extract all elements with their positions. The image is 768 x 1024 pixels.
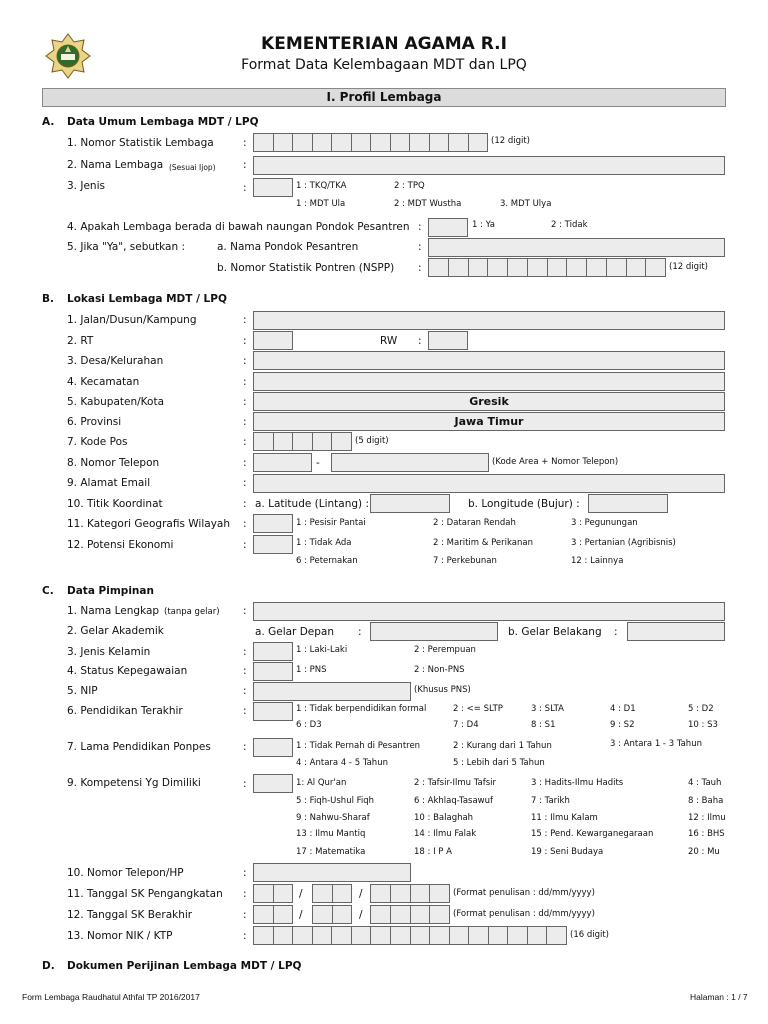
komp-option: 6 : Akhlaq-Tasawuf	[414, 796, 494, 806]
rt-input[interactable]	[253, 331, 293, 350]
pend-option: 5 : D2	[688, 704, 714, 714]
label-kompetensi: 9. Kompetensi Yg Dimiliki	[67, 777, 201, 789]
komp-option: 15 : Pend. Kewarganegaraan	[531, 829, 654, 839]
pend-option: 6 : D3	[296, 720, 322, 730]
colon: :	[243, 778, 247, 790]
label-desa: 3. Desa/Kelurahan	[67, 355, 164, 367]
kecamatan-input[interactable]	[253, 372, 725, 391]
nama-pondok-input[interactable]	[428, 238, 725, 257]
potensi-ekonomi-input[interactable]	[253, 535, 293, 554]
sk-pengangkatan-month[interactable]	[312, 884, 352, 903]
geo-option: 1 : Pesisir Pantai	[296, 518, 366, 528]
label-kode-pos: 7. Kode Pos	[67, 436, 128, 448]
desa-input[interactable]	[253, 351, 725, 370]
nip-input[interactable]	[253, 682, 411, 701]
date-slash: /	[359, 909, 363, 921]
kode-area-input[interactable]	[253, 453, 312, 472]
nspp-input[interactable]	[428, 258, 666, 277]
colon: :	[614, 626, 618, 638]
colon: :	[243, 930, 247, 942]
eco-option: 7 : Perkebunan	[433, 556, 497, 566]
date-slash: /	[299, 888, 303, 900]
section-c-title: Data Pimpinan	[67, 585, 154, 597]
pend-option: 2 : <= SLTP	[453, 704, 503, 714]
page-title: KEMENTERIAN AGAMA R.I	[261, 34, 507, 54]
colon: :	[418, 335, 422, 347]
label-jika-ya: 5. Jika "Ya", sebutkan :	[67, 241, 186, 253]
label-jenis: 3. Jenis	[67, 180, 105, 192]
label-sk-berakhir: 12. Tanggal SK Berakhir	[67, 909, 193, 921]
colon: :	[243, 137, 247, 149]
jk-option: 2 : Perempuan	[414, 645, 476, 655]
digit-note: (12 digit)	[669, 262, 708, 272]
status-option: 2 : Non-PNS	[414, 665, 465, 675]
date-note: (Format penulisan : dd/mm/yyyy)	[453, 909, 595, 919]
naungan-option: 1 : Ya	[472, 220, 495, 230]
status-option: 1 : PNS	[296, 665, 327, 675]
digit-note: (5 digit)	[355, 436, 389, 446]
colon: :	[243, 518, 247, 530]
eco-option: 6 : Peternakan	[296, 556, 358, 566]
naungan-input[interactable]	[428, 218, 468, 237]
label-telepon-hp: 10. Nomor Telepon/HP	[67, 867, 184, 879]
label-latitude: a. Latitude (Lintang) :	[255, 498, 370, 510]
komp-option: 20 : Mu	[688, 847, 720, 857]
komp-option: 18 : I P A	[414, 847, 452, 857]
gelar-depan-input[interactable]	[370, 622, 498, 641]
jenis-option: 3. MDT Ulya	[500, 199, 552, 209]
komp-option: 4 : Tauh	[688, 778, 722, 788]
komp-option: 3 : Hadits-Ilmu Hadits	[531, 778, 624, 788]
eco-option: 3 : Pertanian (Agribisnis)	[571, 538, 676, 548]
pendidikan-input[interactable]	[253, 702, 293, 721]
section-c-letter: C.	[42, 585, 54, 597]
label-email: 9. Alamat Email	[67, 477, 151, 489]
eco-option: 1 : Tidak Ada	[296, 538, 352, 548]
komp-option: 14 : Ilmu Falak	[414, 829, 477, 839]
pend-option: 1 : Tidak berpendidikan formal	[296, 704, 427, 714]
kompetensi-input[interactable]	[253, 774, 293, 793]
sk-berakhir-month[interactable]	[312, 905, 352, 924]
colon: :	[243, 416, 247, 428]
lama-option: 1 : Tidak Pernah di Pesantren	[296, 741, 421, 751]
page-subtitle: Format Data Kelembagaan MDT dan LPQ	[241, 57, 527, 73]
label-potensi-ekonomi: 12. Potensi Ekonomi	[67, 539, 174, 551]
colon: :	[243, 457, 247, 469]
colon: :	[243, 396, 247, 408]
label-naungan-pesantren: 4. Apakah Lembaga berada di bawah naungan Pondok Pesantren	[67, 221, 410, 233]
label-telepon: 8. Nomor Telepon	[67, 457, 160, 469]
label-jalan: 1. Jalan/Dusun/Kampung	[67, 314, 197, 326]
colon: :	[418, 241, 422, 253]
gelar-belakang-input[interactable]	[627, 622, 725, 641]
lama-ponpes-input[interactable]	[253, 738, 293, 757]
label-jenis-kelamin: 3. Jenis Kelamin	[67, 646, 151, 658]
longitude-input[interactable]	[588, 494, 668, 513]
footer-form-name: Form Lembaga Raudhatul Athfal TP 2016/2017	[22, 992, 200, 1002]
colon: :	[243, 909, 247, 921]
colon: :	[243, 182, 247, 194]
label-longitude: b. Longitude (Bujur) :	[468, 498, 580, 510]
footer-page-number: Halaman : 1 / 7	[690, 992, 748, 1002]
eco-option: 2 : Maritim & Perikanan	[433, 538, 533, 548]
nama-lengkap-input[interactable]	[253, 602, 725, 621]
kabupaten-input[interactable]: Gresik	[253, 392, 725, 411]
nama-lembaga-input[interactable]	[253, 156, 725, 175]
nik-input[interactable]	[253, 926, 567, 945]
colon: :	[243, 741, 247, 753]
sk-berakhir-year[interactable]	[370, 905, 450, 924]
jenis-input[interactable]	[253, 178, 293, 197]
section-header: I. Profil Lembaga	[42, 88, 726, 107]
section-d-title: Dokumen Perijinan Lembaga MDT / LPQ	[67, 960, 302, 972]
label-lama-ponpes: 7. Lama Pendidikan Ponpes	[67, 741, 211, 753]
date-slash: /	[359, 888, 363, 900]
colon: :	[243, 436, 247, 448]
label-rw: RW	[380, 335, 398, 347]
rw-input[interactable]	[428, 331, 468, 350]
colon: :	[243, 355, 247, 367]
colon: :	[243, 705, 247, 717]
colon: :	[243, 605, 247, 617]
colon: :	[243, 335, 247, 347]
label-rt: 2. RT	[67, 335, 94, 347]
label-nama-pondok: a. Nama Pondok Pesantren	[217, 241, 359, 253]
colon: :	[243, 539, 247, 551]
digit-note: (12 digit)	[491, 136, 530, 146]
pend-option: 4 : D1	[610, 704, 636, 714]
label-nama-lengkap: 1. Nama Lengkap	[67, 605, 160, 617]
date-slash: /	[299, 909, 303, 921]
label-gelar-belakang: b. Gelar Belakang	[508, 626, 602, 638]
kode-pos-input[interactable]	[253, 432, 352, 451]
naungan-option: 2 : Tidak	[551, 220, 588, 230]
colon: :	[243, 159, 247, 171]
date-note: (Format penulisan : dd/mm/yyyy)	[453, 888, 595, 898]
phone-dash: -	[316, 457, 320, 469]
nip-note: (Khusus PNS)	[414, 685, 471, 695]
colon: :	[243, 498, 247, 510]
label-gelar: 2. Gelar Akademik	[67, 625, 164, 637]
pend-option: 8 : S1	[531, 720, 556, 730]
label-tanpa-gelar: (tanpa gelar)	[164, 607, 220, 617]
sk-pengangkatan-year[interactable]	[370, 884, 450, 903]
komp-option: 19 : Seni Budaya	[531, 847, 604, 857]
komp-option: 7 : Tarikh	[531, 796, 570, 806]
komp-option: 12 : Ilmu	[688, 813, 726, 823]
label-geografis: 11. Kategori Geografis Wilayah	[67, 518, 230, 530]
label-nomor-statistik: 1. Nomor Statistik Lembaga	[67, 137, 214, 149]
colon: :	[243, 685, 247, 697]
colon: :	[243, 314, 247, 326]
jenis-option: 1 : MDT Ula	[296, 199, 346, 209]
colon: :	[358, 626, 362, 638]
komp-option: 13 : Ilmu Mantiq	[296, 829, 366, 839]
phone-note: (Kode Area + Nomor Telepon)	[492, 457, 619, 467]
colon: :	[243, 888, 247, 900]
jenis-option: 1 : TKQ/TKA	[296, 181, 347, 191]
latitude-input[interactable]	[370, 494, 450, 513]
geo-option: 2 : Dataran Rendah	[433, 518, 516, 528]
eco-option: 12 : Lainnya	[571, 556, 624, 566]
colon: :	[243, 477, 247, 489]
colon: :	[243, 376, 247, 388]
jenis-option: 2 : TPQ	[394, 181, 425, 191]
telepon-hp-input[interactable]	[253, 863, 411, 882]
label-koordinat: 10. Titik Koordinat	[67, 498, 163, 510]
label-nama-lembaga: 2. Nama Lembaga	[67, 159, 164, 171]
label-status: 4. Status Kepegawaian	[67, 665, 188, 677]
komp-option: 1: Al Qur'an	[296, 778, 347, 788]
lama-option: 2 : Kurang dari 1 Tahun	[453, 741, 552, 751]
nomor-telepon-input[interactable]	[331, 453, 489, 472]
komp-option: 10 : Balaghah	[414, 813, 474, 823]
lama-option: 5 : Lebih dari 5 Tahun	[453, 758, 545, 768]
komp-option: 8 : Baha	[688, 796, 724, 806]
komp-option: 17 : Matematika	[296, 847, 366, 857]
colon: :	[243, 646, 247, 658]
lama-option: 3 : Antara 1 - 3 Tahun	[610, 739, 702, 749]
colon: :	[418, 262, 422, 274]
section-a-title: Data Umum Lembaga MDT / LPQ	[67, 116, 259, 128]
komp-option: 9 : Nahwu-Sharaf	[296, 813, 370, 823]
label-sesuai-ijop: (Sesuai Ijop)	[169, 163, 216, 172]
lama-option: 4 : Antara 4 - 5 Tahun	[296, 758, 388, 768]
colon: :	[243, 867, 247, 879]
sk-berakhir-day[interactable]	[253, 905, 293, 924]
section-d-letter: D.	[42, 960, 55, 972]
label-kabupaten: 5. Kabupaten/Kota	[67, 396, 165, 408]
label-sk-pengangkatan: 11. Tanggal SK Pengangkatan	[67, 888, 223, 900]
komp-option: 5 : Fiqh-Ushul Fiqh	[296, 796, 375, 806]
jenis-kelamin-input[interactable]	[253, 642, 293, 661]
label-kecamatan: 4. Kecamatan	[67, 376, 140, 388]
pend-option: 3 : SLTA	[531, 704, 564, 714]
label-nik: 13. Nomor NIK / KTP	[67, 930, 173, 942]
jk-option: 1 : Laki-Laki	[296, 645, 348, 655]
section-a-letter: A.	[42, 116, 55, 128]
pend-option: 7 : D4	[453, 720, 479, 730]
komp-option: 2 : Tafsir-Ilmu Tafsir	[414, 778, 496, 788]
komp-option: 11 : Ilmu Kalam	[531, 813, 598, 823]
nomor-statistik-input[interactable]	[253, 133, 488, 152]
label-gelar-depan: a. Gelar Depan	[255, 626, 335, 638]
jalan-input[interactable]	[253, 311, 725, 330]
digit-note: (16 digit)	[570, 930, 609, 940]
geo-option: 3 : Pegunungan	[571, 518, 638, 528]
pend-option: 9 : S2	[610, 720, 635, 730]
colon: :	[418, 221, 422, 233]
komp-option: 16 : BHS	[688, 829, 725, 839]
status-input[interactable]	[253, 662, 293, 681]
provinsi-input[interactable]: Jawa Timur	[253, 412, 725, 431]
label-pendidikan: 6. Pendidikan Terakhir	[67, 705, 183, 717]
section-b-title: Lokasi Lembaga MDT / LPQ	[67, 293, 227, 305]
colon: :	[243, 665, 247, 677]
pend-option: 10 : S3	[688, 720, 718, 730]
jenis-option: 2 : MDT Wustha	[394, 199, 462, 209]
label-nspp: b. Nomor Statistik Pontren (NSPP)	[217, 262, 395, 274]
label-nip: 5. NIP	[67, 685, 98, 697]
email-input[interactable]	[253, 474, 725, 493]
geografis-input[interactable]	[253, 514, 293, 533]
label-provinsi: 6. Provinsi	[67, 416, 122, 428]
section-b-letter: B.	[42, 293, 54, 305]
sk-pengangkatan-day[interactable]	[253, 884, 293, 903]
